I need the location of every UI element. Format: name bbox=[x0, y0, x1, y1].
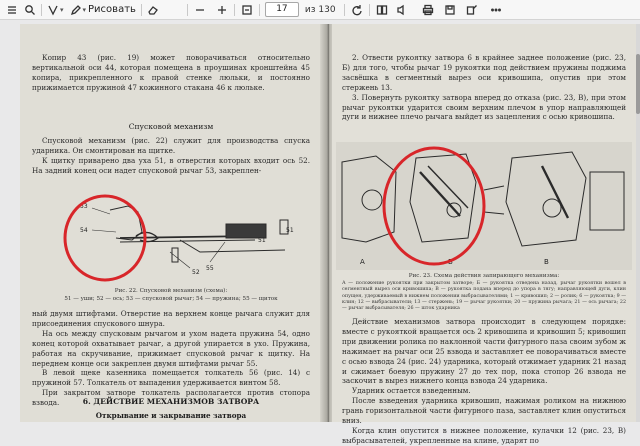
toolbar-divider bbox=[369, 4, 370, 16]
rotate-icon[interactable] bbox=[350, 1, 364, 19]
figure-leader bbox=[170, 252, 190, 268]
draw-icon[interactable] bbox=[47, 1, 59, 19]
paragraph-action bbox=[342, 317, 626, 446]
paragraph-text: Действие механизмов затвора происходит в следующем порядке: вместе с рукояткой вращается ось 2 кривошипа и кривошип 5; кривошип при движении ролика по наклонной части фигурного паза своим зубом ж нажимает на рычаг оси 25 взвода и заставляет ее поворачиваться вместе с осью взвода 24 (рис. 24) ударника, который отжимает ударник 21 назад и сжимает боевую пружину 27 до тех пор, пока стопор 26 взвода не заскочит в вырез нижнего конца взвода 24 ударника. bbox=[342, 317, 626, 386]
toolbar-divider bbox=[344, 4, 345, 16]
paragraph-text: Копир 43 (рис. 19) может поворачиваться относительно вертикальной оси 44, которая помещена в проушинах кронштейна 45 копира, прикрепленного к правой стенке люльки, и постоянно прижимается пружиной 47 кожинного стакана 46 к люльке. bbox=[32, 53, 310, 92]
pdf-toolbar bbox=[0, 0, 640, 20]
caption-fig22-legend: 51 — уши; 52 — ось; 53 — спусковой рычаг; 54 — пружина; 55 — щиток bbox=[64, 296, 278, 302]
paragraph-trigger-cont bbox=[32, 309, 310, 408]
figure-label: 52 bbox=[192, 269, 200, 276]
paragraph-text: После взведения ударника кривошип, нажимая роликом на нижнюю грань горизонтальной части фигурного паза, заставляет клин опуститься вниз. bbox=[342, 396, 626, 426]
figure-ear bbox=[172, 248, 178, 262]
caption-fig22: Рис. 22. Спусковой механизм (схема): bbox=[114, 288, 228, 294]
caption-fig23: Рис. 23. Схема действия запирающего механизма: bbox=[408, 273, 560, 279]
figure-label: А bbox=[360, 258, 365, 266]
figure-locking-mechanism bbox=[336, 142, 632, 270]
zoom-out-icon[interactable] bbox=[193, 1, 207, 19]
paragraph-text: 2. Отвести рукоятку затвора 6 в крайнее заднее положение (рис. 23, Б) для того, чтобы рычаг 19 рукоятки под действием пружины поджима засвёшка в сегментный вырез оси кривошипа, опустив при этом стержень 13. bbox=[342, 53, 626, 92]
paragraph-text: В левой щеке казенника помещается толкатель 56 (рис. 14) с пружиной 57. Толкатель от выпадения удерживается винтом 58. bbox=[32, 368, 310, 388]
pen-icon[interactable] bbox=[70, 1, 82, 19]
paragraph-text: ный двумя штифтами. Отверстие на верхнем конце рычага служит для присоединения спускового шнура. bbox=[32, 309, 310, 328]
figure-plate bbox=[180, 240, 285, 252]
figure-label: 51 bbox=[286, 227, 294, 234]
print-icon[interactable] bbox=[421, 1, 435, 19]
page-number-input[interactable]: 17 bbox=[265, 2, 299, 17]
paragraph-text: На ось между спусковым рычагом и ухом надета пружина 54, одно конец которой охватывает рычаг, а другой упирается в ухо. Пружина, работая на скручивание, прижимает спусковой рычаг к щитку. На переднем конце оси закреплен двумя штифтами рычаг 55. bbox=[32, 328, 310, 368]
page-total: из 130 bbox=[304, 4, 336, 15]
left-page bbox=[20, 24, 328, 422]
figure-label: 53 bbox=[80, 203, 88, 210]
subsection-heading: Открывание и закрывание затвора bbox=[95, 411, 247, 420]
paragraph-steps bbox=[342, 53, 626, 122]
toolbar-divider bbox=[41, 4, 42, 16]
figure-label: 51 bbox=[258, 237, 266, 244]
paragraph-text: Спусковой механизм (рис. 22) служит для производства спуска ударника. Он смонтирован на щитке. bbox=[32, 136, 310, 155]
figure-trigger-mechanism bbox=[50, 180, 300, 284]
save-icon[interactable] bbox=[443, 1, 457, 19]
zoom-in-icon[interactable] bbox=[215, 1, 229, 19]
two-page-icon[interactable] bbox=[375, 1, 389, 19]
section-heading: 6. ДЕЙСТВИЕ МЕХАНИЗМОВ ЗАТВОРА bbox=[82, 397, 260, 406]
figure-label: 55 bbox=[206, 265, 214, 272]
paragraph-intro bbox=[32, 53, 310, 93]
contents-icon[interactable] bbox=[6, 1, 18, 19]
paragraph-text: Ударник остается взведенным. bbox=[352, 386, 471, 396]
more-options-icon[interactable] bbox=[489, 1, 503, 19]
figure-label: 54 bbox=[80, 227, 88, 234]
figure-leader bbox=[92, 230, 116, 232]
save-as-icon[interactable] bbox=[465, 1, 479, 19]
toolbar-divider bbox=[187, 4, 188, 16]
eraser-icon[interactable] bbox=[147, 1, 159, 19]
figure-housing bbox=[226, 224, 266, 238]
fit-page-icon[interactable] bbox=[240, 1, 254, 19]
caption-fig23-legend: А — положение рукоятки при закрытом затворе; Б — рукоятка отведена назад, рычаг рукоятки вошел в сегментный вырез оси кривошипа; В — рукоятка подана вперед до упора в тягу; направляющей дуги, клин опущен, удерживаемый в нижнем положении выбрасывателями; 1 — кривошип; 2 — ролик; 6 — рукоятка; 9 — клин; 12 — выбрасыватели; 13 — стержень; 19 — рычаг рукоятки; 20 — пружина рычага; 21 — ось рычага; 22 — рычаг выбрасывателя; 26 — шток ударника bbox=[342, 281, 626, 312]
chevron-down-icon[interactable]: ▾ bbox=[82, 5, 87, 14]
scrollbar-thumb[interactable] bbox=[636, 54, 640, 114]
read-aloud-icon[interactable] bbox=[395, 1, 409, 19]
draw-label[interactable]: Рисовать bbox=[88, 4, 136, 15]
paragraph-text: 3. Повернуть рукоятку затвора вперед до отказа (рис. 23, В), при этом рычаг рукоятки ударится своим верхним плечом в упор направляющей дуги и нижнее плечо рычага выйдет из зацепления с осью кривошипа. bbox=[342, 92, 626, 122]
figure-label: Б bbox=[448, 258, 453, 266]
paragraph-text: При закрытом затворе толкатель располагается против стопора взвода. bbox=[32, 388, 310, 408]
right-page bbox=[332, 24, 636, 445]
vertical-scrollbar[interactable] bbox=[636, 24, 640, 422]
figure-label: В bbox=[544, 258, 549, 266]
document-view bbox=[20, 24, 636, 445]
search-icon[interactable] bbox=[24, 1, 36, 19]
toolbar-divider bbox=[234, 4, 235, 16]
toolbar-divider bbox=[141, 4, 142, 16]
paragraph-text: К щитку приварено два уха 51, в отверстия которых входит ось 52. На задний конец оси надет спусковой рычаг 53, закреплен- bbox=[32, 155, 310, 175]
paragraph-trigger bbox=[32, 136, 310, 176]
heading-trigger: Спусковой механизм bbox=[128, 122, 214, 131]
toolbar-divider bbox=[259, 4, 260, 16]
paragraph-text: Когда клин опустится в нижнее положение, кулачки 12 (рис. 23, В) выбрасывателей, укрепленные на клине, ударят по bbox=[342, 425, 626, 445]
figure-leader bbox=[92, 208, 110, 214]
chevron-down-icon[interactable]: ▾ bbox=[60, 5, 64, 14]
